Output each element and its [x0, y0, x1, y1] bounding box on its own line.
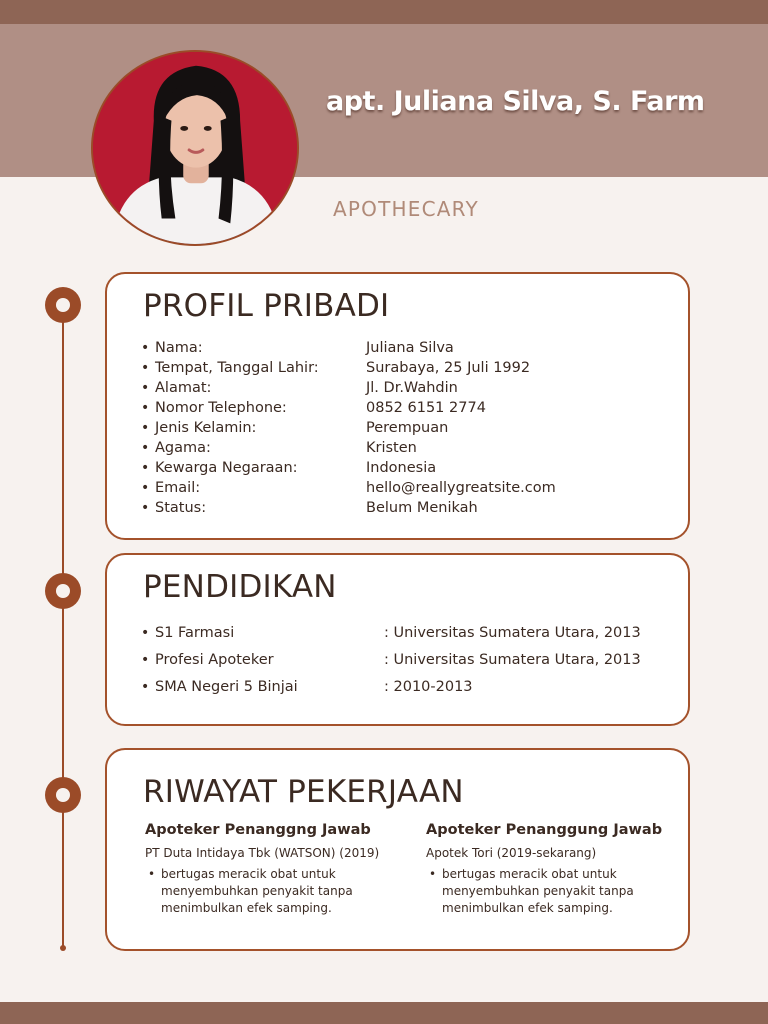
list-item: • Alamat: Jl. Dr.Wahdin: [141, 380, 458, 396]
top-decorative-strip: [0, 0, 768, 24]
work-history-card: [105, 748, 690, 951]
person-name: apt. Juliana Silva, S. Farm: [326, 86, 705, 117]
bullet-icon: •: [141, 360, 150, 376]
ring-marker-icon: [45, 777, 81, 813]
list-item: • Agama: Kristen: [141, 440, 417, 456]
list-item: • Email: hello@reallygreatsite.com: [141, 480, 556, 496]
job-entry: [426, 822, 686, 917]
bullet-icon: •: [141, 679, 150, 695]
work-section-title: RIWAYAT PEKERJAAN: [143, 774, 464, 810]
list-item: • Kewarga Negaraan: Indonesia: [141, 460, 437, 476]
list-item: • Profesi Apoteker : Universitas Sumatera Utara, 2013: [141, 652, 641, 668]
list-item: • Nama: Juliana Silva: [141, 340, 454, 356]
bullet-icon: •: [429, 867, 437, 881]
profile-list: [141, 338, 556, 518]
bullet-icon: •: [141, 340, 150, 356]
bullet-icon: •: [141, 652, 150, 668]
education-section-title: PENDIDIKAN: [143, 569, 337, 605]
bullet-icon: •: [141, 420, 150, 436]
job-title: Apoteker Penanggng Jawab: [145, 822, 371, 838]
list-item: • Status: Belum Menikah: [141, 500, 478, 516]
bullet-icon: •: [141, 440, 150, 456]
bullet-icon: •: [148, 867, 156, 881]
email-value: hello@reallygreatsite.com: [366, 480, 556, 496]
timeline-end-dot: [60, 945, 66, 951]
list-item: • S1 Farmasi : Universitas Sumatera Utara, 2013: [141, 625, 641, 641]
list-item: • Tempat, Tanggal Lahir: Surabaya, 25 Juli 1992: [141, 360, 531, 376]
job-description: • bertugas meracik obat untuk menyembuhkan penyakit tanpa menimbulkan efek samping.: [148, 867, 353, 915]
bullet-icon: •: [141, 625, 150, 641]
bullet-icon: •: [141, 460, 150, 476]
list-item: • Nomor Telephone: 0852 6151 2774: [141, 400, 486, 416]
job-entry: [145, 822, 405, 917]
job-company: PT Duta Intidaya Tbk (WATSON) (2019): [145, 846, 380, 860]
portrait-illustration: [93, 52, 297, 244]
profession-title: APOTHECARY: [333, 197, 479, 221]
job-title: Apoteker Penanggung Jawab: [426, 822, 663, 838]
timeline-line: [62, 305, 64, 950]
job-description: • bertugas meracik obat untuk menyembuhkan penyakit tanpa menimbulkan efek samping.: [429, 867, 634, 915]
education-card: [105, 553, 690, 726]
ring-marker-icon: [45, 573, 81, 609]
list-item: • Jenis Kelamin: Perempuan: [141, 420, 449, 436]
profile-card: [105, 272, 690, 540]
bullet-icon: •: [141, 480, 150, 496]
bottom-decorative-strip: [0, 1002, 768, 1024]
bullet-icon: •: [141, 400, 150, 416]
list-item: • SMA Negeri 5 Binjai : 2010-2013: [141, 679, 473, 695]
ring-marker-icon: [45, 287, 81, 323]
profile-section-title: PROFIL PRIBADI: [143, 288, 390, 324]
education-list: [141, 624, 641, 705]
bullet-icon: •: [141, 380, 150, 396]
bullet-icon: •: [141, 500, 150, 516]
profile-photo: [91, 50, 299, 246]
job-company: Apotek Tori (2019-sekarang): [426, 846, 597, 860]
